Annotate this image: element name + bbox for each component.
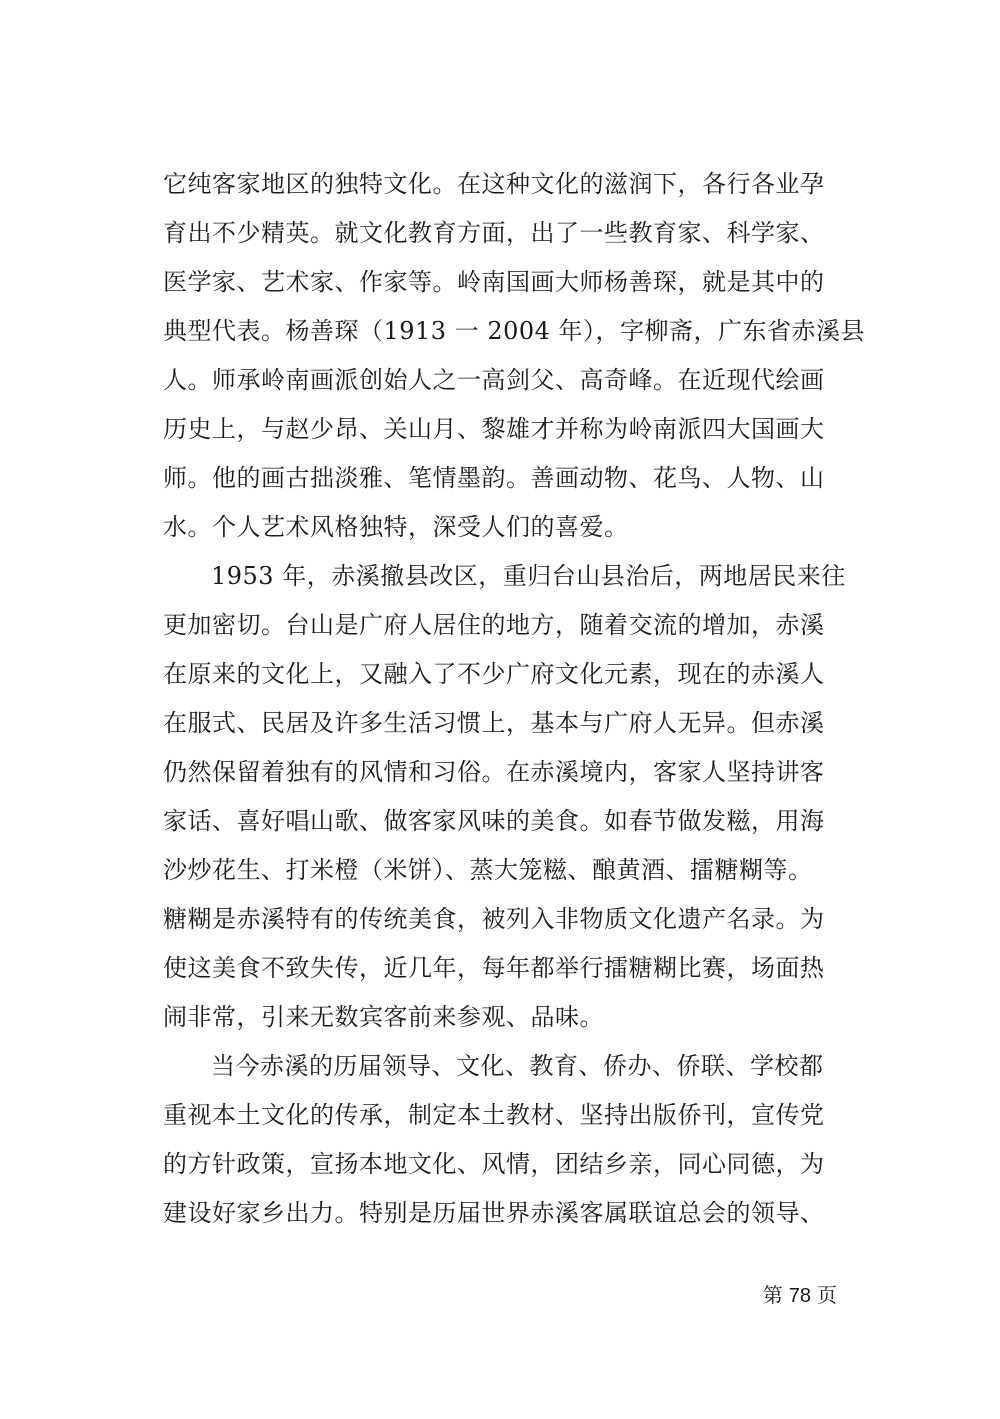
text-line: 当今赤溪的历届领导、文化、教育、侨办、侨联、学校都 — [211, 1052, 824, 1080]
text-line: 使这美食不致失传，近几年，每年都举行擂糖糊比赛，场面热 — [163, 954, 825, 982]
page-label-prefix: 第 — [762, 1283, 783, 1307]
text-line: 典型代表。杨善琛（1913 一 2004 年），字柳斋，广东省赤溪县 — [163, 317, 866, 345]
text-line: 仍然保留着独有的风情和习俗。在赤溪境内，客家人坚持讲客 — [163, 758, 825, 786]
text-line: 在原来的文化上，又融入了不少广府文化元素，现在的赤溪人 — [163, 660, 825, 688]
text-line: 更加密切。台山是广府人居住的地方，随着交流的增加，赤溪 — [163, 611, 825, 639]
body-text — [163, 160, 866, 1238]
paragraph-3 — [163, 1042, 843, 1238]
paragraph-2 — [163, 552, 846, 1042]
text-line: 历史上，与赵少昂、关山月、黎雄才并称为岭南派四大国画大 — [163, 415, 825, 443]
page-footer — [763, 1280, 837, 1311]
paragraph-1 — [163, 160, 866, 552]
text-line: 重视本土文化的传承，制定本土教材、坚持出版侨刊，宣传党 — [163, 1101, 825, 1129]
page-label-suffix: 页 — [817, 1283, 837, 1307]
text-line: 师。他的画古拙淡雅、笔情墨韵。善画动物、花鸟、人物、山 — [163, 464, 825, 492]
text-line: 家话、喜好唱山歌、做客家风味的美食。如春节做发糍，用海 — [163, 807, 825, 835]
text-line: 沙炒花生、打米橙（米饼）、蒸大笼糍、酿黄酒、擂糖糊等。 — [163, 856, 813, 884]
text-line: 闹非常，引来无数宾客前来参观、品味。 — [163, 1003, 604, 1031]
text-line: 1953 年，赤溪撤县改区，重归台山县治后，两地居民来往 — [211, 562, 846, 590]
text-line: 育出不少精英。就文化教育方面，出了一些教育家、科学家、 — [163, 219, 825, 247]
text-line: 它纯客家地区的独特文化。在这种文化的滋润下，各行各业孕 — [163, 170, 825, 198]
text-line: 医学家、艺术家、作家等。岭南国画大师杨善琛，就是其中的 — [163, 268, 825, 296]
text-line: 水。个人艺术风格独特，深受人们的喜爱。 — [163, 513, 629, 541]
page-number: 78 — [788, 1285, 811, 1307]
text-line: 建设好家乡出力。特别是历届世界赤溪客属联谊总会的领导、 — [163, 1199, 825, 1227]
text-line: 糖糊是赤溪特有的传统美食，被列入非物质文化遗产名录。为 — [163, 905, 825, 933]
text-line: 人。师承岭南画派创始人之一高剑父、高奇峰。在近现代绘画 — [163, 366, 825, 394]
text-line: 在服式、民居及许多生活习惯上，基本与广府人无异。但赤溪 — [163, 709, 825, 737]
text-line: 的方针政策，宣扬本地文化、风情，团结乡亲，同心同德，为 — [163, 1150, 825, 1178]
